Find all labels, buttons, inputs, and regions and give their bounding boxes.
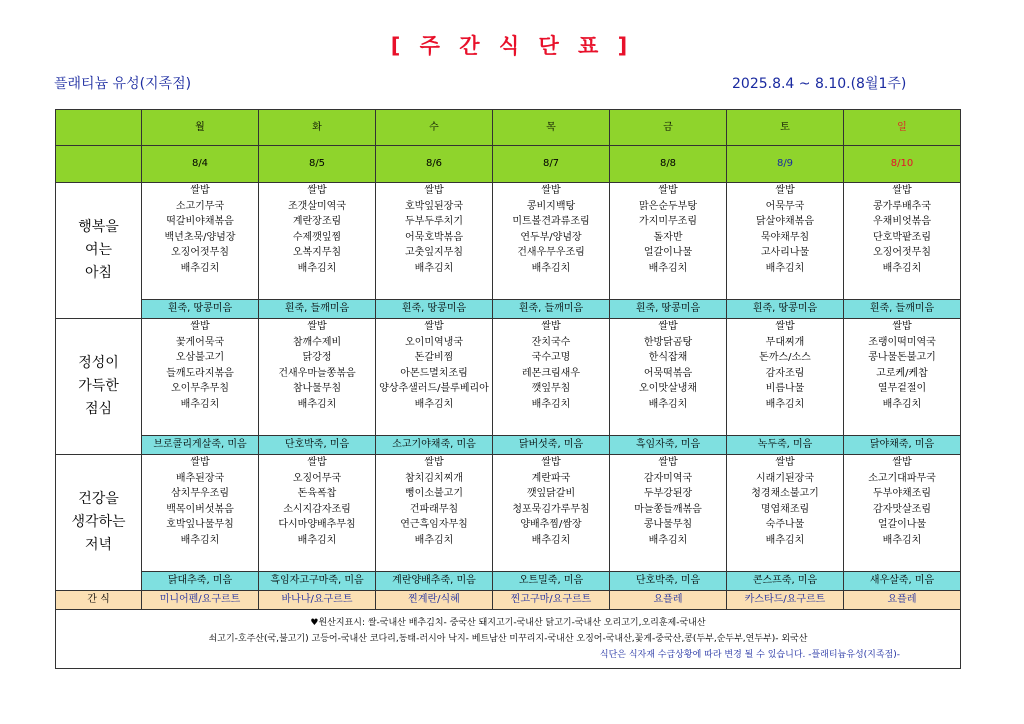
dish-item: 꽃게어묵국 [175,336,225,348]
dish-item: 쌀밥 [658,457,678,468]
menu-cell [844,183,961,300]
dish-item: 쌀밥 [424,185,444,196]
dish-item: 콩나물무침 [643,519,693,531]
dish-item: 쌀밥 [307,321,327,332]
day-sat: 토 [727,110,844,146]
origin-line-1: ♥원산지표시: 쌀-국내산 배추김치- 중국산 돼지고기-국내산 닭고기-국내산 오리고기,오리훈제-국내산 [310,618,706,628]
dish-item: 어묵호박볶음 [405,231,463,243]
dish-item: 배추김치 [882,398,922,410]
dish-item: 오이맛살냉채 [639,383,697,395]
origin-notice [56,610,961,669]
dish-item: 명엽채조림 [760,503,810,515]
dish-item: 한방닭곰탕 [643,336,693,348]
dish-item: 배추김치 [414,262,454,274]
porridge-cell: 오트밀죽, 미음 [493,572,610,591]
dish-item: 건새우무우조림 [517,247,585,259]
meal-menu-row [56,455,961,572]
menu-change-notice: 식단은 식자재 수급상황에 따라 변경 될 수 있습니다. -플래티늄유성(지족점)- [599,650,900,660]
porridge-cell: 흰죽, 들깨미음 [259,300,376,319]
dish-item: 배추김치 [882,534,922,546]
meal-label-line: 아침 [84,265,113,281]
dish-item: 한식잡채 [648,352,688,364]
meal-menu-row [56,319,961,436]
snack-row [56,591,961,610]
dish-item: 호박잎나물무침 [166,519,234,531]
dish-item: 아몬드멸치조림 [400,367,468,379]
dish-item: 배추김치 [180,262,220,274]
origin-notice-row [56,610,961,669]
dish-item: 시래기된장국 [756,472,814,484]
meal-label-line: 건강을 [78,491,119,507]
dish-item: 배추김치 [765,398,805,410]
porridge-cell: 흰죽, 땅콩미음 [142,300,259,319]
dish-item: 배추김치 [414,398,454,410]
dish-item: 뻥이소불고기 [405,488,463,500]
porridge-cell: 단호박죽, 미음 [610,572,727,591]
meal-label-line: 행복을 [78,219,119,235]
date-header-row [56,146,961,183]
dish-item: 고사리나물 [760,247,810,259]
porridge-cell: 녹두죽, 미음 [727,436,844,455]
day-sun: 일 [844,110,961,146]
dish-item: 삼치무우조림 [171,488,229,500]
porridge-cell: 흰죽, 땅콩미음 [610,300,727,319]
date-tue: 8/5 [259,146,376,183]
porridge-cell: 닭야채죽, 미음 [844,436,961,455]
dish-item: 깻잎닭갈비 [526,488,576,500]
menu-cell [610,455,727,572]
porridge-cell: 계란양배추죽, 미음 [376,572,493,591]
dish-item: 고로케/케찹 [876,367,928,379]
menu-cell [376,319,493,436]
dish-item: 계란장조림 [292,216,342,228]
dish-item: 쌀밥 [307,185,327,196]
day-wed: 수 [376,110,493,146]
dish-item: 우채비엇볶음 [873,216,931,228]
page-title: [ 주 간 식 단 표 ] [390,34,634,58]
dish-item: 쌀밥 [658,321,678,332]
dish-item: 백년초묵/양념장 [164,231,236,243]
dish-item: 호박잎된장국 [405,200,463,212]
menu-cell [376,455,493,572]
dish-item: 감자미역국 [643,472,693,484]
porridge-cell: 단호박죽, 미음 [259,436,376,455]
dish-item: 배추김치 [180,398,220,410]
porridge-cell: 새우살죽, 미음 [844,572,961,591]
date-sat: 8/9 [727,146,844,183]
dish-item: 쌀밥 [892,457,912,468]
date-thu: 8/7 [493,146,610,183]
dish-item: 두부야채조림 [873,488,931,500]
dish-item: 열무겉절이 [877,383,927,395]
dish-item: 쌀밥 [541,457,561,468]
dish-item: 배추김치 [297,262,337,274]
meal-label-line: 여는 [84,242,113,258]
dish-item: 수제깻잎찜 [292,231,342,243]
dish-item: 배추김치 [648,534,688,546]
dish-item: 국수고명 [531,352,571,364]
dish-item: 오이무추무침 [171,383,229,395]
dish-item: 레몬크림새우 [522,367,580,379]
dish-item: 청포묵김가루무침 [512,503,590,515]
dish-item: 얼갈이나물 [877,519,927,531]
dish-item: 숙주나물 [765,519,805,531]
dish-item: 백목이버섯볶음 [166,503,234,515]
dish-item: 들깨도라지볶음 [166,367,234,379]
header-corner [56,146,142,183]
dish-item: 고춧잎지무침 [405,247,463,259]
porridge-cell: 흰죽, 땅콩미음 [727,300,844,319]
dish-item: 쌀밥 [892,321,912,332]
dish-item: 쌀밥 [892,185,912,196]
dish-item: 조갯살미역국 [288,200,346,212]
dish-item: 오징어젓무침 [873,247,931,259]
dish-item: 배추김치 [882,262,922,274]
menu-cell [727,319,844,436]
dish-item: 쌀밥 [424,321,444,332]
menu-cell [727,455,844,572]
dish-item: 쌀밥 [541,321,561,332]
menu-period: 2025.8.4 ~ 8.10.(8월1주) [732,76,907,92]
dish-item: 쌀밥 [658,185,678,196]
date-mon: 8/4 [142,146,259,183]
porridge-cell: 콘스프죽, 미음 [727,572,844,591]
day-fri: 금 [610,110,727,146]
dish-item: 다시마양배추무침 [278,519,356,531]
porridge-row [56,572,961,591]
dish-item: 오징어젓무침 [171,247,229,259]
porridge-cell: 브로콜리게살죽, 미음 [142,436,259,455]
menu-cell [727,183,844,300]
dish-item: 쌀밥 [307,457,327,468]
dish-item: 배추김치 [648,398,688,410]
dish-item: 무대찌개 [765,336,805,348]
menu-cell [493,183,610,300]
porridge-row [56,300,961,319]
dish-item: 참깨수제비 [292,336,342,348]
dish-item: 비름나물 [765,383,805,395]
dish-item: 쌀밥 [775,457,795,468]
dish-item: 양상추샐러드/블루베리아 [379,383,489,395]
meal-menu-row [56,183,961,300]
menu-cell [259,455,376,572]
dish-item: 소고기대파무국 [868,472,936,484]
dish-item: 쌀밥 [775,185,795,196]
dish-item: 맑은순두부탕 [639,200,697,212]
dish-item: 소고기무국 [175,200,225,212]
day-header-row [56,110,961,146]
dish-item: 배추김치 [765,534,805,546]
snack-cell: 찐계란/식혜 [376,591,493,610]
porridge-cell: 흰죽, 땅콩미음 [376,300,493,319]
menu-cell [376,183,493,300]
dish-item: 단호박팥조림 [873,231,931,243]
meal-label [56,455,142,591]
dish-item: 쌀밥 [190,185,210,196]
dish-item: 배추김치 [648,262,688,274]
dish-item: 마늘쫑들깨볶음 [634,503,702,515]
meal-label-line: 점심 [84,401,113,417]
dish-item: 콩가루배추국 [873,200,931,212]
dish-item: 두부두루치기 [405,216,463,228]
meal-label-line: 저녁 [84,537,113,553]
dish-item: 떡갈비야채볶음 [166,216,234,228]
porridge-cell: 흰죽, 들깨미음 [844,300,961,319]
porridge-cell: 흰죽, 들깨미음 [493,300,610,319]
menu-cell [142,455,259,572]
porridge-cell: 소고기야채죽, 미음 [376,436,493,455]
dish-item: 콩나물돈불고기 [868,352,936,364]
porridge-cell: 흑임자고구마죽, 미음 [259,572,376,591]
dish-item: 건파래무침 [409,503,459,515]
menu-cell [610,183,727,300]
dish-item: 돈까스/소스 [759,352,811,364]
dish-item: 오복지무침 [292,247,342,259]
dish-item: 잔치국수 [531,336,571,348]
meal-label [56,183,142,319]
meal-label-line: 정성이 [78,355,119,371]
dish-item: 배추김치 [531,262,571,274]
meal-label-line: 생각하는 [71,514,126,530]
dish-item: 배추된장국 [175,472,225,484]
dish-item: 돈육폭찹 [297,488,337,500]
porridge-cell: 닭대추죽, 미음 [142,572,259,591]
dish-item: 배추김치 [180,534,220,546]
dish-item: 어묵무국 [765,200,805,212]
menu-cell [259,183,376,300]
menu-cell [493,455,610,572]
meal-label-line: 가득한 [78,378,119,394]
porridge-cell: 닭버섯죽, 미음 [493,436,610,455]
dish-item: 콩비지백탕 [526,200,576,212]
snack-cell: 카스타드/요구르트 [727,591,844,610]
dish-item: 오이미역냉국 [405,336,463,348]
dish-item: 어묵떡볶음 [643,367,693,379]
menu-cell [844,319,961,436]
dish-item: 배추김치 [297,534,337,546]
dish-item: 쌀밥 [541,185,561,196]
snack-cell: 요플레 [844,591,961,610]
dish-item: 쌀밥 [424,457,444,468]
dish-item: 얼갈이나물 [643,247,693,259]
dish-item: 연근흑임자무침 [400,519,468,531]
dish-item: 연두부/양념장 [520,231,582,243]
dish-item: 미트볼견과류조림 [512,216,590,228]
porridge-cell: 흑임자죽, 미음 [610,436,727,455]
dish-item: 양배추찜/쌈장 [520,519,582,531]
dish-item: 묵야채무침 [760,231,810,243]
menu-cell [844,455,961,572]
snack-label: 간 식 [56,591,142,610]
origin-line-2: 쇠고기-호주산(국,불고기) 고등어-국내산 코다리,동태-러시아 낙지- 베트남산 미꾸리지-국내산 오징어-국내산,꽃게-중국산,콩(두부,순두부,연두부)- 외국산 [208,634,808,644]
dish-item: 배추김치 [531,534,571,546]
day-tue: 화 [259,110,376,146]
dish-item: 참치김치찌개 [405,472,463,484]
dish-item: 소시지감자조림 [283,503,351,515]
snack-cell: 찐고구마/요구르트 [493,591,610,610]
dish-item: 감자맛살조림 [873,503,931,515]
menu-cell [142,183,259,300]
day-thu: 목 [493,110,610,146]
dish-item: 오징어무국 [292,472,342,484]
dish-item: 닭살야채볶음 [756,216,814,228]
dish-item: 돌자반 [653,231,683,243]
dish-item: 감자조림 [765,367,805,379]
menu-cell [610,319,727,436]
meal-rows [56,183,961,591]
date-sun: 8/10 [844,146,961,183]
meal-label [56,319,142,455]
dish-item: 가지미무조림 [639,216,697,228]
menu-cell [259,319,376,436]
menu-cell [493,319,610,436]
dish-item: 배추김치 [531,398,571,410]
dish-item: 쌀밥 [190,321,210,332]
dish-item: 두부강된장 [643,488,693,500]
dish-item: 배추김치 [297,398,337,410]
snack-cell: 요플레 [610,591,727,610]
dish-item: 계란파국 [531,472,571,484]
snack-cell: 바나나/요구르트 [259,591,376,610]
snack-cell: 미니어펜/요구르트 [142,591,259,610]
dish-item: 쌀밥 [775,321,795,332]
dish-item: 배추김치 [765,262,805,274]
branch-name: 플래티늄 유성(지족점) [54,76,192,92]
date-fri: 8/8 [610,146,727,183]
dish-item: 배추김치 [414,534,454,546]
dish-item: 쌀밥 [190,457,210,468]
dish-item: 오삼불고기 [175,352,225,364]
dish-item: 돈갈비찜 [414,352,454,364]
weekly-menu-table [55,109,961,669]
dish-item: 청경채소불고기 [751,488,819,500]
header-corner [56,110,142,146]
dish-item: 참나물무침 [292,383,342,395]
menu-cell [142,319,259,436]
porridge-row [56,436,961,455]
dish-item: 깻잎무침 [531,383,571,395]
dish-item: 건새우마늘쫑볶음 [278,367,356,379]
dish-item: 닭강정 [302,352,332,364]
date-wed: 8/6 [376,146,493,183]
dish-item: 조랭이떡미역국 [868,336,936,348]
day-mon: 월 [142,110,259,146]
